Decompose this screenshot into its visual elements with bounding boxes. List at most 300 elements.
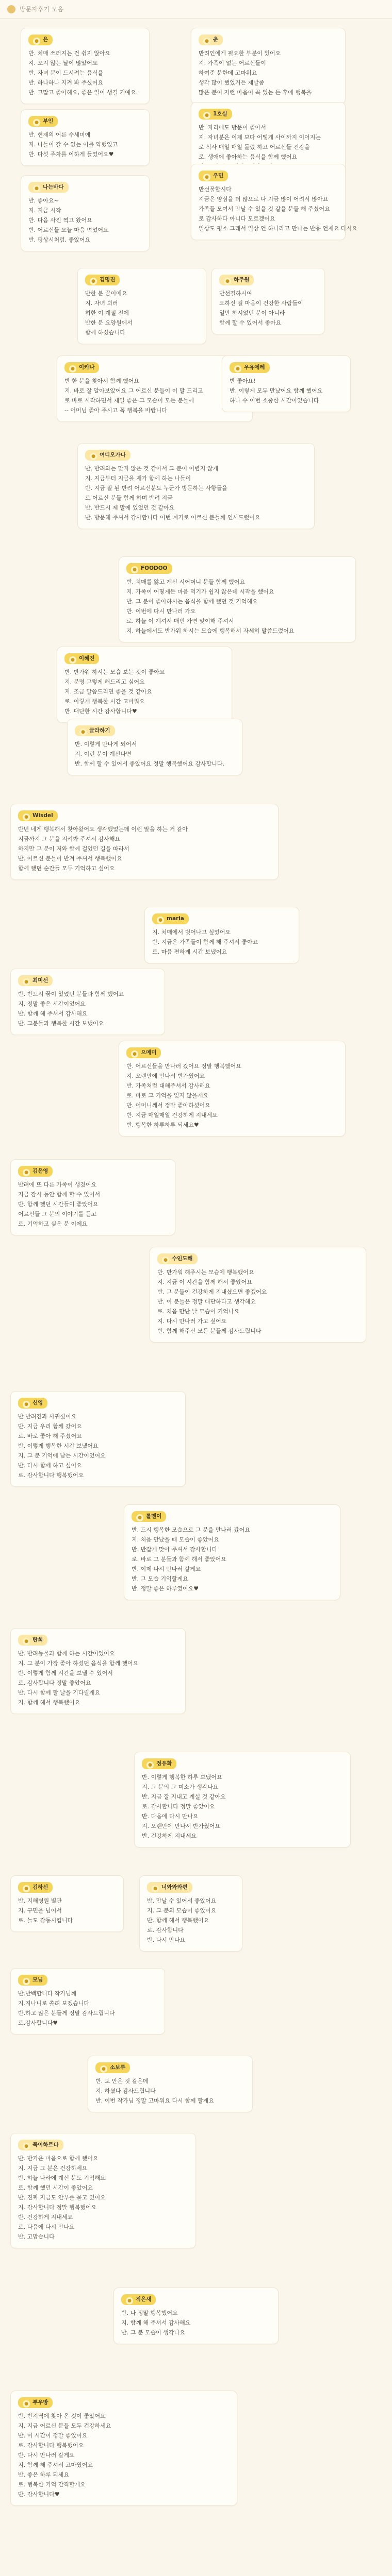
review-author-tag (230, 362, 270, 373)
review-line: 반 반려견과 사귀셨어요 (18, 1413, 77, 1420)
review-line: 반.하고 많은 분들께 정말 감사드립니다 (18, 2010, 115, 2016)
review-line: 반. 좋아요~ (28, 197, 59, 204)
review-line: 로. 함께 했던 시간이 좋았어요 (18, 2184, 93, 2191)
review-author-tag (28, 182, 69, 193)
review-card (139, 1875, 242, 1952)
review-line: 반. 현재의 어른 수세미에 (28, 131, 91, 138)
user-icon: ● (69, 365, 76, 372)
review-line: 반. 방문해 주셔서 감사합니다 이번 계기로 어르신 분들께 인사드렸어요 (85, 514, 260, 521)
review-card (134, 1752, 351, 1848)
review-line: 지. 그 분 기억에 남는 시간이었어요 (18, 1452, 106, 1459)
review-author-tag (18, 1398, 47, 1409)
user-icon: ● (23, 2143, 30, 2150)
review-line: 반. 지금은 가족들이 함께 해 주셔서 좋아요 (152, 939, 258, 945)
review-line: 로.감사합니다♥ (18, 2020, 58, 2026)
review-author: 최미선 (32, 977, 48, 984)
review-line: 로. 행복한 기억 간직할게요 (18, 2481, 86, 2488)
review-line: 어르신들 그 분의 이야기를 듣고 (18, 1211, 97, 1217)
user-icon: ● (100, 2065, 107, 2073)
review-line: 지. 자녀분은 이제 보다 어떻게 사이까지 이어지는 (199, 134, 321, 141)
review-author-tag (152, 913, 189, 924)
review-card (10, 2391, 237, 2506)
review-body (152, 927, 291, 957)
review-author: 모님 (32, 1977, 43, 1983)
review-author-tag (75, 725, 115, 736)
review-card (10, 2133, 196, 2248)
review-body (147, 1896, 235, 1945)
review-author: 김은영 (32, 1168, 48, 1174)
review-body (230, 376, 343, 405)
review-line: 반. 그 분이 좋아하시는 음식을 함께 했던 것 기억해요 (126, 598, 258, 605)
review-line: 가족들 모여서 만날 수 있을 것 같을 분들 해 주셨어요 (199, 206, 330, 212)
review-line: 허한 이 계절 전에 (85, 310, 129, 316)
review-author-tag (147, 1882, 192, 1893)
user-icon: ● (23, 1638, 30, 1645)
review-line: 지. 가족이 어떻게든 마음 먹기가 쉽지 않은데 시작을 했어요 (126, 588, 274, 595)
review-body (18, 1896, 116, 1925)
review-card (57, 647, 232, 723)
review-line: 반. 진짜 지금도 안부를 묻고 있어요 (18, 2194, 106, 2201)
review-line: 지금은 양심을 더 많으로 다 지금 많이 어려서 많아요 (199, 196, 329, 202)
review-line: 반. 행복한 하루하루 되세요♥ (126, 1122, 199, 1128)
review-line: 지. 이런 분이 계신다면 (75, 751, 132, 757)
review-line: 오하신 걸 마음이 건강한 사람들이 (219, 300, 303, 307)
review-author-tag (18, 2140, 63, 2150)
review-author: 신영 (32, 1400, 43, 1406)
review-line: 반. 반드시 제 말에 있었던 것 같아요 (85, 504, 175, 511)
review-body (64, 667, 224, 716)
review-body (28, 196, 142, 245)
review-line: 지. 조금 말씀드리면 좋을 것 같아요 (64, 688, 152, 695)
user-icon: ● (131, 566, 138, 573)
review-line: 지. 그 분의 그 미소가 생각나요 (142, 1784, 219, 1790)
review-line: 반. 다시 만나러 갈게요 (18, 2452, 75, 2459)
review-author: 여디오가나 (100, 452, 126, 458)
review-body (126, 1061, 338, 1130)
user-icon: ● (131, 1050, 138, 1058)
review-line: 하지만 그 분이 저와 함께 걸었던 길을 따라서 (18, 845, 129, 852)
review-author-tag (85, 450, 130, 461)
review-body (95, 2076, 245, 2106)
review-line: 지금까지 그 분을 지켜봐 주셔서 감사해요 (18, 836, 121, 842)
review-line: 반. 지금 우리 함께 갔어요 (18, 1423, 82, 1430)
review-card (150, 1247, 366, 1343)
review-line: 반. 평상시처럼, 좋았어요 (28, 236, 91, 243)
user-icon: ● (162, 1257, 169, 1264)
review-line: 반. 자녀 분이 드시려는 음식을 (28, 70, 103, 76)
review-line: 반. 반가워 해주시는 모습에 행복했어요 (157, 1269, 254, 1276)
review-line: 로 어르신 분들 함께 하며 반려 지금 (85, 495, 173, 501)
review-card (222, 355, 351, 412)
review-author: 부인 (43, 118, 54, 124)
review-author-tag (18, 1882, 53, 1893)
review-line: 반. 다섯 주차를 이하게 들었어요♥ (28, 151, 114, 158)
review-line: 지. 지금부터 지금을 제가 함께 하는 나들이 (85, 475, 191, 482)
review-line: 로 식사 매일 매일 돌렸 하고 어르신들 건강을 (199, 144, 310, 150)
review-card (67, 719, 242, 775)
review-line: 반 한 분을 찾아서 함께 했어요 (64, 378, 139, 384)
review-line: 지. 가족이 없는 어르신들이 (199, 60, 266, 66)
review-author: 부우방 (32, 2399, 48, 2405)
review-line: 반. 함께 할 수 있어서 좋았어요 정말 행복했어요 감사합니다. (75, 760, 224, 767)
review-line: 로. 기억하고 싶은 분 이에요 (18, 1221, 88, 1227)
review-author-tag (126, 563, 172, 574)
review-card (119, 1041, 346, 1137)
review-body (18, 2411, 230, 2499)
user-icon: ● (33, 185, 40, 192)
review-line: 반. 감사합니다♥ (18, 2491, 60, 2498)
review-body (142, 1772, 343, 1841)
review-line: 로 바로 시작하면서 제일 좋은 그 모습이 모든 분들께 (64, 397, 194, 404)
review-line: 지. 지금 어르신 분들 모두 건강하세요 (18, 2422, 111, 2429)
review-line: 지. 자녀 뵈러 (85, 300, 118, 307)
review-line: 지. 구민을 넘어서 (18, 1907, 62, 1914)
review-author: 이카나 (79, 364, 95, 370)
review-line: 반. 지해병원 별관 (18, 1897, 62, 1904)
user-icon: ● (152, 1885, 159, 1892)
review-line: 반. 건강하게 지내세요 (18, 2214, 73, 2221)
review-line: 반. 그 분 모습이 생각나요 (121, 2329, 185, 2336)
review-line: 반. 반갑게 맞아 주셔서 감사합니다 (132, 1546, 218, 1553)
review-body (121, 2308, 271, 2337)
review-body (28, 130, 142, 159)
review-line: 로. 감사합니다 행복했어요 (18, 2442, 84, 2449)
review-author: 우유에레 (244, 364, 265, 370)
review-line: 반. 반가운 마음으로 함께 했어요 (18, 2155, 99, 2162)
review-card (191, 164, 357, 240)
review-line: 로. 다음에 다시 만나요 (18, 2224, 75, 2230)
review-line: 반. 반드시 꿈이 있었던 분들과 함께 했어요 (18, 991, 124, 997)
user-icon: ● (203, 112, 210, 119)
review-line: 반. 정말 좋은 하루였어요♥ (132, 1585, 199, 1592)
review-line: 반한 분 요양원에서 (85, 319, 133, 326)
review-line: 반. 반가워 하시는 모습 보는 것이 좋아요 (64, 669, 165, 675)
review-author-tag (132, 1511, 166, 1522)
review-line: 반.반백합니다 작가님께 (18, 1990, 77, 1997)
review-line: 지.지나니로 쏠려 보겠습니다 (18, 2000, 90, 2007)
review-author-tag (85, 275, 120, 285)
review-line: 반. 다시 함께 하고 싶어요 (18, 1462, 82, 1469)
review-line: 반. 함께 해서 행복했어요 (147, 1917, 209, 1924)
review-line: 로. 처음 만난 날 모습이 기억나요 (157, 1308, 240, 1315)
review-line: 많은 분이 저런 마음이 꼭 있는 든 후에 행복을 (199, 89, 312, 96)
user-icon: ● (23, 1169, 30, 1176)
user-icon: ● (33, 38, 40, 45)
review-author: 춘 (213, 37, 219, 43)
review-body (18, 824, 271, 873)
review-line: 지. 지금 이 시간을 함께 해서 좋았어요 (157, 1279, 252, 1285)
top-bar (0, 0, 392, 19)
review-line: 반. 어르신들 오늘 마음 먹었어요 (28, 227, 109, 233)
review-author-tag (64, 653, 99, 664)
review-line: 반. 고맙습니다 (18, 2233, 55, 2240)
review-line: 반. 치매 쓰러지는 건 쉽지 않아요 (28, 50, 111, 57)
review-line: 반. 이렇게 만나게 되어서 (75, 741, 137, 748)
review-line: 로. 감사합니다 정말 좋았어요 (18, 1680, 91, 1686)
review-line: 지. 분명 그렇게 해드리고 싶어요 (64, 679, 145, 685)
review-author-tag (18, 1635, 47, 1646)
review-line: 반. 자리에도 방문이 좋아서 (199, 124, 266, 131)
review-body (219, 289, 317, 328)
review-line: 로. 생애에 좋아하는 음식을 함께 했어요 (199, 154, 297, 160)
review-line: 반. 이렇게 함께 시간을 보낼 수 있어서 (18, 1670, 113, 1676)
review-line: 함께 했던 순간들 모두 기억하고 싶어요 (18, 865, 115, 872)
review-line: 반. 이제 다시 만나러 갈게요 (132, 1566, 201, 1572)
review-line: 반. 드시 행복한 모습으로 그 분을 만나러 갔어요 (132, 1527, 250, 1533)
review-author-tag (18, 1975, 47, 1986)
site-title: 방문자후기 모음 (20, 6, 63, 13)
review-card (77, 268, 206, 344)
review-line: 로. 감사합니다 (147, 1927, 184, 1934)
review-line: 반려인에게 필요한 부분이 있어요 (199, 50, 281, 57)
logo-icon (7, 5, 15, 13)
review-line: 함께 할 수 있어서 좋아요 (219, 319, 282, 326)
review-line: 지. 오랜만에 만나서 반가웠어요 (126, 1073, 205, 1079)
review-line: 반. 다음에 다시 만나요 (142, 1813, 199, 1820)
review-line: 지. 오지 않는 날이 많았어요 (28, 60, 98, 66)
review-author: 수인도해 (172, 1256, 193, 1262)
review-line: 로. 바로 그 분들과 함께 해서 좋았어요 (132, 1556, 226, 1563)
review-card (119, 556, 356, 642)
review-author: 하주원 (234, 277, 250, 283)
review-card (211, 268, 325, 334)
review-line: 반. 반지역에 찾아 온 것이 좋았어요 (18, 2413, 106, 2419)
user-icon: ● (23, 814, 30, 821)
review-author: 1호실 (213, 111, 227, 117)
review-line: 로. 감사합니다 행복했어요 (18, 1472, 84, 1479)
review-card (10, 804, 279, 880)
review-line: 반. 다시 함께 할 날을 기다릴게요 (18, 1689, 101, 1696)
review-body (28, 48, 142, 97)
review-line: 반. 좋은 하루 되세요 (18, 2471, 69, 2478)
review-line: 지. 다시 만나러 가고 싶어요 (157, 1318, 227, 1325)
review-author: 적은새 (136, 2296, 152, 2302)
review-card (10, 1628, 186, 1714)
review-body (64, 376, 245, 415)
review-author-tag (157, 1253, 198, 1264)
review-author: 글라하기 (89, 727, 110, 734)
review-author: 김하선 (32, 1884, 48, 1890)
review-author-tag (199, 109, 232, 120)
review-author-tag (121, 2294, 156, 2305)
review-author-tag (28, 116, 58, 127)
review-line: 로. 바로 좋아 해 주셨어요 (18, 1433, 82, 1439)
review-author-tag (18, 810, 58, 821)
review-author: FOODOO (141, 565, 168, 571)
review-body (85, 464, 307, 522)
review-line: 지금 잠시 동안 함께 할 수 있어서 (18, 1191, 101, 1198)
review-line: 반. 그 모습 기억할게요 (132, 1575, 188, 1582)
review-body (126, 577, 348, 636)
review-body (18, 1180, 168, 1229)
review-author: 이혜진 (79, 655, 95, 662)
review-body (18, 2154, 188, 2242)
review-card (113, 2287, 279, 2344)
review-line: 반. 반려와는 맞지 않은 것 같아서 그 분이 어렵지 않게 (85, 465, 219, 472)
review-card (77, 443, 315, 529)
review-line: 반. 어머니께서 정말 좋아하셨어요 (126, 1102, 210, 1109)
review-card (21, 28, 150, 104)
review-author-tag (18, 2397, 53, 2408)
review-line: 반. 고맙고 좋아해요, 좋은 일이 생길 거예요. (28, 89, 138, 96)
user-icon: ● (224, 278, 231, 285)
review-line: 반. 만날 수 있어서 좋았어요 (147, 1897, 217, 1904)
review-body (75, 739, 235, 769)
review-author: 으메미 (141, 1049, 157, 1056)
review-line: 반. 다시 만나요 (147, 1937, 186, 1943)
review-line: 지. 함께 해서 행복했어요 (18, 1699, 80, 1706)
review-line: 생각 많이 했었거든 제발좀 (199, 79, 265, 86)
review-line: 반려에 또 다른 가족이 생겼어요 (18, 1181, 97, 1188)
review-author-tag (126, 1047, 161, 1058)
review-line: 반. 지금 잘 된 반려 어르신분도 누군가 방문하는 사항들을 (85, 485, 227, 492)
review-line: 지. 그 분이 가장 좋아 하셨던 음식을 함께 했어요 (18, 1660, 139, 1667)
review-body (18, 1989, 157, 2028)
review-line: 반. 치매를 앓고 계신 시어머니 분들 함께 했어요 (126, 579, 245, 585)
review-line: 반. 함께 해 주셔서 감사해요 (18, 1010, 88, 1017)
review-line: 반년 네게 행복해서 찾아왔어요 생각했었는데 이런 말을 하는 거 같아 (18, 826, 188, 833)
review-line: 반. 이 분들은 정말 대단하다고 생각해요 (157, 1298, 256, 1305)
review-body (18, 1649, 178, 1707)
review-body (18, 1412, 178, 1480)
review-line: 반. 나 정말 행복했어요 (121, 2310, 178, 2316)
review-body (132, 1525, 333, 1594)
review-author: 탄희 (32, 1637, 43, 1643)
review-card (10, 1391, 186, 1487)
user-icon: ● (90, 278, 97, 285)
review-line: 반. 어르신들을 만나러 갔어요 정말 행복했어요 (126, 1063, 241, 1070)
user-icon: ● (136, 1514, 143, 1521)
review-line: 반선결하시여 (219, 290, 252, 297)
review-line: 로. 바로 그 기억을 잊지 않을게요 (126, 1092, 209, 1099)
user-icon: ● (79, 728, 87, 736)
review-line: 반. 도 안은 것 같은데 (95, 2078, 149, 2084)
review-line: 반 좋아요! (230, 378, 256, 384)
review-line: 지. 오랜만에 만나서 반가웠어요 (142, 1823, 221, 1829)
review-line: 하나 수 이번 소중한 시간이었습니다 (230, 397, 319, 404)
review-line: 지. 바로 잘 알아보았어요 그 어르신 분들이 이 말 드리고 (64, 387, 203, 394)
review-author: Wisdel (32, 812, 53, 819)
user-icon: ● (234, 365, 241, 372)
review-line: 반. 건강하게 지내세요 (142, 1833, 197, 1839)
review-card (21, 109, 150, 166)
review-card (10, 1159, 175, 1235)
review-author: maria (167, 916, 184, 922)
user-icon: ● (23, 1978, 30, 1985)
review-line: 로. 하늘 이 계셔서 매번 가면 맞이해 주셔서 (126, 618, 234, 624)
review-card (10, 1875, 124, 1932)
review-card (21, 175, 150, 251)
review-author-tag (199, 35, 223, 45)
review-card (191, 28, 346, 104)
review-author: 묵이하르다 (32, 2142, 59, 2148)
review-line: 지. 나들이 갈 수 없는 이를 약했었고 (28, 141, 118, 148)
review-body (199, 48, 338, 97)
review-line: 반. 하나하나 지켜 봐 주셨어요 (28, 79, 103, 86)
review-line: 반. 그 분들이 건강하게 지내셨으면 좋겠어요 (157, 1289, 267, 1295)
user-icon: ● (23, 2400, 30, 2408)
review-line: 지. 처음 만났을 때 모습이 좋았어요 (132, 1536, 219, 1543)
review-line: 반한 분 꿈이에요 (85, 290, 127, 297)
review-line: 반. 지금 매일매일 건강하게 지내세요 (126, 1112, 218, 1118)
review-line: 로. 늘도 감동시킵니다 (18, 1917, 73, 1924)
user-icon: ● (203, 174, 210, 181)
review-line: 반. 함께 해주신 모든 분들께 감사드립니다 (157, 1328, 262, 1334)
review-line: -- 어머님 좋아 주시고 꼭 행복을 바랍니다 (64, 407, 167, 414)
review-line: 지. 그 분의 모습이 좋았어요 (147, 1907, 217, 1914)
review-body (18, 989, 157, 1028)
user-icon: ● (23, 978, 30, 986)
review-line: 반. 이렇게 행복한 시간 보냈어요 (18, 1443, 99, 1449)
review-card (88, 2056, 253, 2112)
review-line: 반. 대단한 시간 감사합니다♥ (64, 708, 137, 715)
review-line: 반. 이 시간이 정말 좋았어요 (18, 2432, 88, 2439)
review-author: 정유화 (156, 1760, 172, 1767)
review-line: 함께 하셨습니다 (85, 329, 125, 336)
review-body (199, 184, 357, 233)
review-line: 반. 지금 잘 지내고 계실 것 같아요 (142, 1793, 226, 1800)
review-author: 나는바다 (43, 184, 64, 190)
review-author: 우민 (213, 173, 224, 179)
review-line: 반선물합시다 (199, 186, 232, 193)
review-line: 지. 감사합니다 정말 행복했어요 (18, 2204, 97, 2211)
user-icon: ● (23, 1885, 30, 1892)
review-author: 은 (43, 37, 48, 43)
review-line: 지. 함께 해 주셔서 감사해요 (121, 2319, 191, 2326)
review-line: 반. 함께 했던 시간들이 좋았어요 (18, 1201, 99, 1208)
review-line: 반. 이번 작가님 정말 고마워요 다시 함께 할게요 (95, 2097, 214, 2104)
review-line: 반. 그분들과 행복한 시간 보냈어요 (18, 1020, 104, 1027)
review-line: 반. 어르신 분들이 반겨 주셔서 행복했어요 (18, 855, 122, 862)
user-icon: ● (203, 38, 210, 45)
review-card (144, 907, 299, 963)
review-line: 로. 감사합니다 정말 좋았어요 (142, 1803, 215, 1810)
review-card (124, 1504, 340, 1600)
review-author-tag (95, 2062, 130, 2073)
review-author: 소보루 (110, 2064, 126, 2071)
review-line: 지. 하늘에서도 반가워 하시는 모습에 행복해서 자세히 말씀드렸어요 (126, 628, 295, 634)
review-author-tag (64, 362, 99, 373)
review-author-tag (28, 35, 53, 45)
user-icon: ● (126, 2297, 133, 2304)
review-line: 로. 이렇게 행복한 시간 고마워요 (64, 698, 145, 705)
review-card (10, 1968, 165, 2035)
review-author-tag (219, 275, 254, 285)
user-icon: ● (69, 656, 76, 664)
review-line: 지. 함께 해 주셔서 고마웠어요 (18, 2462, 93, 2468)
review-body (157, 1267, 358, 1336)
review-author: 롤멘이 (146, 1513, 162, 1519)
review-line: 반. 이번에 다시 만나러 가요 (126, 608, 196, 615)
user-icon: ● (157, 917, 164, 924)
user-icon: ● (90, 453, 97, 460)
review-line: 지. 지금 그 분은 건강하세요 (18, 2165, 88, 2172)
review-line: 일상도 평소 그래서 일상 언 하나라고 만나는 반응 언제요 다시요 (199, 225, 357, 232)
review-line: 지. 치매에서 벗어나고 싶었어요 (152, 929, 231, 936)
review-author-tag (18, 1166, 53, 1177)
review-line: 지. 지금 시작 (28, 207, 61, 214)
review-card (10, 969, 165, 1035)
review-line: 반. 다음 사진 찍고 왔어요 (28, 217, 92, 224)
user-icon: ● (33, 119, 40, 126)
review-line: 지. 정말 좋은 시간이었어요 (18, 1001, 86, 1007)
review-author-tag (199, 171, 228, 181)
review-author-tag (18, 975, 53, 986)
review-line: 반. 반려동물과 함께 하는 시간이었어요 (18, 1650, 115, 1657)
review-line: 로. 마음 편하게 시간 보냈어요 (152, 948, 227, 955)
review-line: 반. 이렇게 행복한 하루 보냈어요 (142, 1774, 222, 1781)
review-author-tag (142, 1758, 176, 1769)
